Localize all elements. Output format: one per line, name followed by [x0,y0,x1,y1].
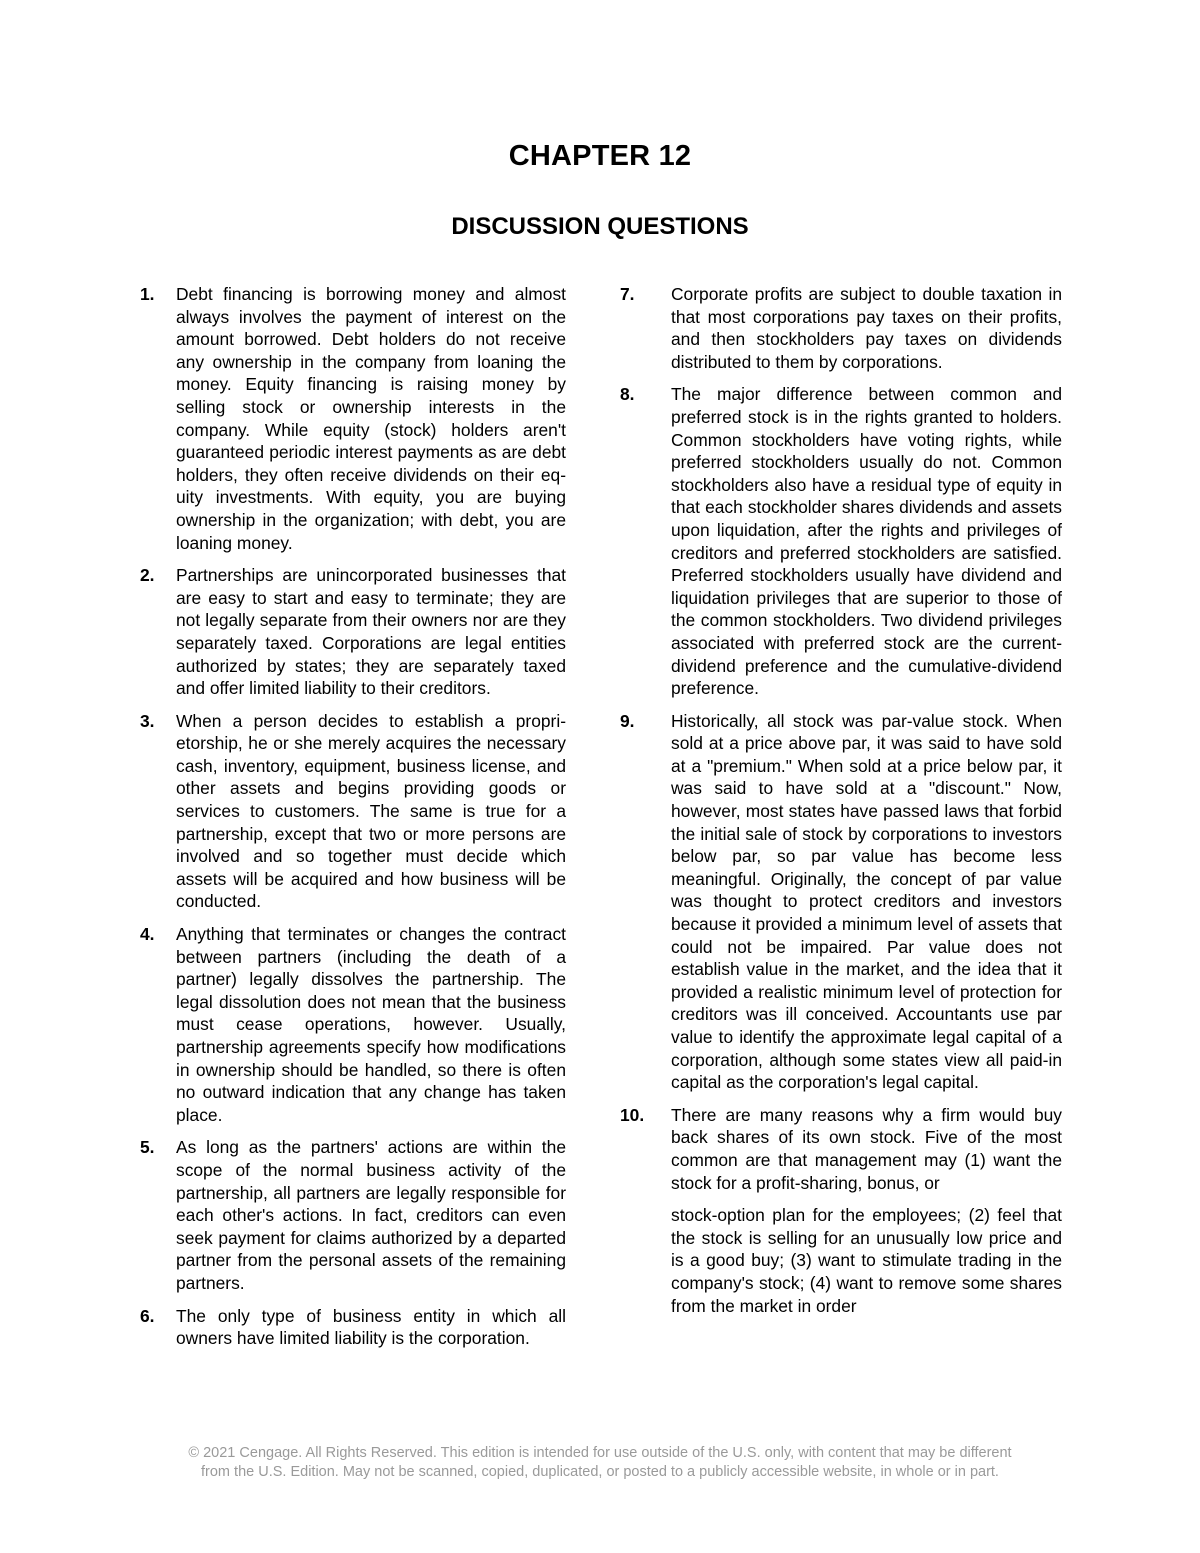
question-text: The only type of business entity in which all owners have limited liability is the corporation. [176,1305,566,1349]
section-title: DISCUSSION QUESTIONS [451,213,749,240]
chapter-title: CHAPTER 12 [508,140,692,172]
question-text: There are many reasons why a firm would buy back shares of its own stock. Five of the most common are that management may (1) want the stock for a profit-sharing, bonus, or [671,1104,1062,1193]
left-column [140,283,566,1360]
question-number: 8. [620,384,635,405]
question-text: As long as the partners' actions are within the scope of the normal business activity of the partnership, all partners are legally responsible for each other's actions. In fact, creditors can even seek payment for claims authorized by a departed partner from the personal assets of the remaining partners. [176,1137,566,1293]
copyright-line-2: from the U.S. Edition. May not be scanned, copied, duplicated, or posted to a publicly accessible website, in whole or in part. [201,1464,999,1480]
question-10 [620,1104,1062,1194]
question-number: 1. [140,284,155,304]
question-7 [620,283,1062,373]
right-column [620,283,1062,1317]
question-5 [140,1136,566,1294]
question-4 [140,923,566,1126]
question-text: Historically, all stock was par-value stock. When sold at a price above par, it was said to have sold at a "premium." When sold at a price below par, it was said to have sold at a "discount." Now, however, most states have passed laws that forbid the initial sale of stock by corporations to investors below par, so par value has become less meaningful. Originally, the concept of par value was thought to protect creditors and investors because it provided a minimum level of assets that could not be impaired. Par value does not establish value in the market, and the idea that it provided a realistic minimum level of protection for creditors was ill conceived. Accountants use par value to identify the approximate legal capital of a corporation, although some states view all paid-in capital as the corporation's legal capital. [671,710,1062,1093]
question-number: 3. [140,710,155,731]
question-number: 10. [620,1104,645,1125]
question-number: 7. [620,284,635,304]
question-6 [140,1305,566,1350]
question-number: 5. [140,1137,155,1158]
copyright-line-1: © 2021 Cengage. All Rights Reserved. This edition is intended for use outside of the U.S. only, with content that may be different [188,1445,1012,1461]
question-text: Debt financing is borrowing money and almost always involves the payment of interest on the amount borrowed. Debt holders do not receive any ownership in the company from loaning the money. Equity financing is raising money by selling stock or ownership interests in the company. While equity (stock) holders aren't guaranteed periodic interest payments as are debt holders, they often receive dividends on their equity investments. With equity, you are buying ownership in the organization; with debt, you are loaning money. [176,284,566,553]
question-number: 9. [620,710,635,731]
question-3 [140,710,566,913]
question-2 [140,564,566,700]
copyright-footer [0,1444,1200,1482]
question-number: 2. [140,565,155,586]
question-8 [620,383,1062,699]
question-1 [140,283,566,554]
question-number: 6. [140,1305,155,1326]
question-text: When a person decides to establish a proprietorship, he or she merely acquires the necessary cash, inventory, equipment, business license, and other assets and begins providing goods or services to customers. The same is true for a partnership, except that two or more persons are involved and so together must decide which assets will be acquired and how business will be conducted. [176,710,566,912]
question-number: 4. [140,924,155,945]
question-text: Partnerships are unincorporated businesses that are easy to start and easy to terminate; they are not legally separate from their owners nor are they separately taxed. Corporations are legal entities authorized by states; they are separately taxed and offer limited liability to their creditors. [176,565,566,699]
question-9 [620,710,1062,1094]
question-10-continuation: stock-option plan for the employees; (2) feel that the stock is selling for an unusually low price and is a good buy; (3) want to stimulate trading in the company's stock; (4) want to remove some shares from the market in order [671,1205,1062,1316]
question-text: Anything that terminates or changes the contract between partners (including the death of a partner) legally dissolves the partnership. The legal dissolution does not mean that the business must cease operations, however. Usually, partnership agreements specify how modifications in ownership should be handled, so there is often no outward indication that any change has taken place. [176,924,566,1125]
question-text: Corporate profits are subject to double taxation in that most corporations pay taxes on their profits, and then stockholders pay taxes on dividends distributed to them by corporations. [671,284,1062,372]
question-text: The major difference between common and preferred stock is in the rights granted to holders. Common stockholders have voting rights, while preferred stockholders usually do not. Common stockholders also have a residual type of equity in that each stockholder shares dividends and assets upon liquidation, after the rights and privileges of creditors and preferred stockholders are satisfied. Preferred stockholders usually have dividend and liquidation privileges that are superior to those of the common stockholders. Two dividend privileges associated with preferred stock are the current-dividend preference and the cumulative-dividend preference. [671,384,1062,699]
